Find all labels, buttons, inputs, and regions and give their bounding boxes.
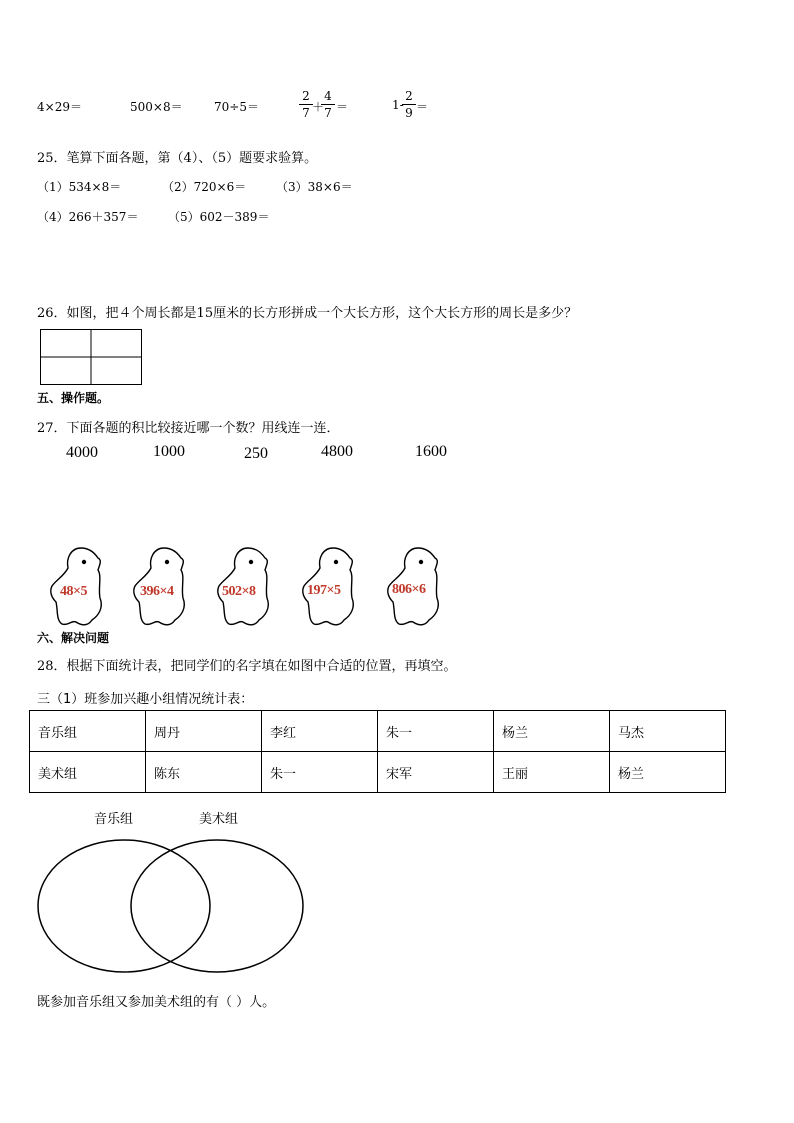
- table-row: [30, 752, 726, 793]
- choice-1600: 1600: [415, 443, 447, 460]
- venn-label-music: 音乐组: [94, 812, 134, 827]
- q25-item-4: （4）266＋357＝: [37, 210, 139, 224]
- table-cell: 周丹: [146, 711, 262, 752]
- q25-item-3: （3）38×6＝: [276, 180, 353, 194]
- table-cell: 宋军: [378, 752, 494, 793]
- choice-4000: 4000: [66, 444, 98, 461]
- venn-label-art: 美术组: [199, 812, 239, 827]
- table-cell: 杨兰: [610, 752, 726, 793]
- section-6-heading: 六、解决问题: [37, 631, 110, 645]
- one-minus: 1-: [392, 98, 404, 112]
- plus-sign: ＋: [312, 100, 325, 114]
- q28-title: 28．根据下面统计表，把同学们的名字填在如图中合适的位置，再填空。: [37, 659, 457, 674]
- equals-sign-1: ＝: [336, 100, 349, 114]
- expression-2: 396×4: [140, 584, 174, 599]
- fraction-2-9: 2 9: [402, 90, 416, 119]
- venn-diagram: [36, 838, 306, 976]
- expression-3: 502×8: [222, 584, 256, 599]
- expression-4: 197×5: [307, 583, 341, 598]
- choice-250: 250: [244, 445, 268, 462]
- expression-5: 806×6: [392, 582, 426, 597]
- table-cell: 朱一: [262, 752, 378, 793]
- venn-circle-music: [38, 840, 210, 972]
- q25-title: 25．笔算下面各题，第（4）、（5）题要求验算。: [37, 151, 318, 166]
- q25-item-2: （2）720×6＝: [162, 180, 247, 194]
- section-5-heading: 五、操作题。: [37, 391, 110, 405]
- table-cell: 美术组: [30, 752, 146, 793]
- q25-item-1: （1）534×8＝: [37, 180, 122, 194]
- equals-sign-2: ＝: [416, 100, 429, 114]
- q24-item-3: 70÷5＝: [214, 100, 259, 114]
- table-cell: 音乐组: [30, 711, 146, 752]
- table-cell: 李红: [262, 711, 378, 752]
- table-row: [30, 711, 726, 752]
- choice-4800: 4800: [321, 443, 353, 460]
- table-cell: 朱一: [378, 711, 494, 752]
- table-cell: 陈东: [146, 752, 262, 793]
- venn-circle-art: [131, 840, 303, 972]
- table-cell: 杨兰: [494, 711, 610, 752]
- table-cell: 王丽: [494, 752, 610, 793]
- table-title: 三（1）班参加兴趣小组情况统计表：: [37, 692, 254, 707]
- q24-item-1: 4×29＝: [37, 100, 82, 114]
- expression-1: 48×5: [60, 584, 87, 599]
- interest-group-table: [29, 710, 726, 793]
- table-cell: 马杰: [610, 711, 726, 752]
- q25-item-5: （5）602－389＝: [168, 210, 270, 224]
- fraction-2-7: 2 7: [299, 90, 313, 119]
- choice-1000: 1000: [153, 443, 185, 460]
- q24-item-2: 500×8＝: [130, 100, 183, 114]
- rectangle-grid-figure: [40, 329, 143, 386]
- q27-title: 27．下面各题的积比较接近哪一个数？用线连一连．: [37, 421, 340, 436]
- q28-question: 既参加音乐组又参加美术组的有（ ）人。: [37, 995, 276, 1010]
- fraction-4-7: 4 7: [321, 90, 335, 119]
- q26-title: 26．如图，把４个周长都是15厘米的长方形拼成一个大长方形，这个大长方形的周长是多少？: [37, 306, 578, 321]
